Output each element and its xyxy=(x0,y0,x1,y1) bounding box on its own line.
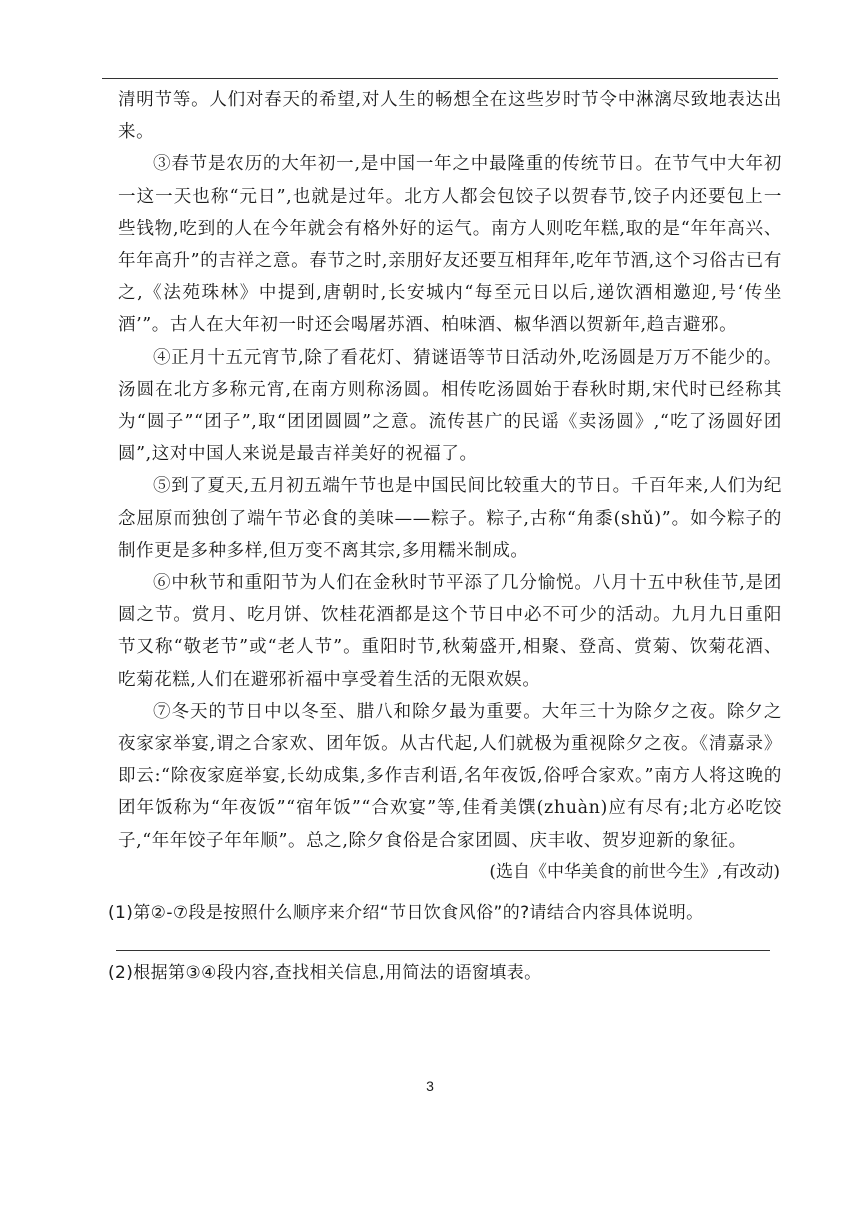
paragraph-7-winter: ⑦冬天的节日中以冬至、腊八和除夕最为重要。大年三十为除夕之夜。除夕之夜家家举宴,谓之合家欢、团年饭。从古代起,人们就极为重视除夕之夜。《清嘉录》即云:“除夜家庭举宴,长幼成集,多作吉利语,名年夜饭,俗呼合家欢。”南方人将这晚的团年饭称为“年夜饭”“宿年饭”“合欢宴”等,佳肴美馔(zhuàn)应有尽有;北方必吃饺子,“年年饺子年年顺”。总之,除夕食俗是合家团圆、庆丰收、贺岁迎新的象征。 xyxy=(118,701,782,851)
source-citation: (选自《中华美食的前世今生》,有改动) xyxy=(489,862,780,882)
answer-line[interactable] xyxy=(116,950,770,951)
paragraph-3-spring-festival: ③春节是农历的大年初一,是中国一年之中最隆重的传统节日。在节气中大年初一这一天也称“元日”,也就是过年。北方人都会包饺子以贺春节,饺子内还要包上一些钱物,吃到的人在今年就会有格外好的运气。南方人则吃年糕,取的是“年年高兴、年年高升”的吉祥之意。春节之时,亲朋好友还要互相拜年,吃年节酒,这个习俗古已有之,《法苑珠林》中提到,唐朝时,长安城内“每至元日以后,递饮酒相邀迎,号‘传坐酒’”。古人在大年初一时还会喝屠苏酒、柏味酒、椒华酒以贺新年,趋吉避邪。 xyxy=(118,154,782,336)
question-1: (1)第②-⑦段是按照什么顺序来介绍“节日饮食风俗”的?请结合内容具体说明。 xyxy=(108,903,704,923)
paragraph-continuation: 清明节等。人们对春天的希望,对人生的畅想全在这些岁时节令中淋漓尽致地表达出来。 xyxy=(118,90,782,143)
question-2: (2)根据第③④段内容,查找相关信息,用简法的语窗填表。 xyxy=(108,963,542,983)
article-body xyxy=(118,84,782,857)
header-rule xyxy=(102,78,778,79)
paragraph-5-dragon-boat: ⑤到了夏天,五月初五端午节也是中国民间比较重大的节日。千百年来,人们为纪念屈原而独创了端午节必食的美味——粽子。粽子,古称“角黍(shǔ)”。如今粽子的制作更是多种多样,但万变不离其宗,多用糯米制成。 xyxy=(118,476,782,561)
paragraph-6-mid-autumn: ⑥中秋节和重阳节为人们在金秋时节平添了几分愉悦。八月十五中秋佳节,是团圆之节。赏月、吃月饼、饮桂花酒都是这个节日中必不可少的活动。九月九日重阳节又称“敬老节”或“老人节”。重阳时节,秋菊盛开,相聚、登高、赏菊、饮菊花酒、吃菊花糕,人们在避邪祈福中享受着生活的无限欢娱。 xyxy=(118,573,782,690)
paragraph-4-lantern-festival: ④正月十五元宵节,除了看花灯、猜谜语等节日活动外,吃汤圆是万万不能少的。汤圆在北方多称元宵,在南方则称汤圆。相传吃汤圆始于春秋时期,宋代时已经称其为“圆子”“团子”,取“团团圆圆”之意。流传甚广的民谣《卖汤圆》,“吃了汤圆好团圆”,这对中国人来说是最吉祥美好的祝福了。 xyxy=(118,347,782,465)
page-number: 3 xyxy=(426,1078,434,1094)
